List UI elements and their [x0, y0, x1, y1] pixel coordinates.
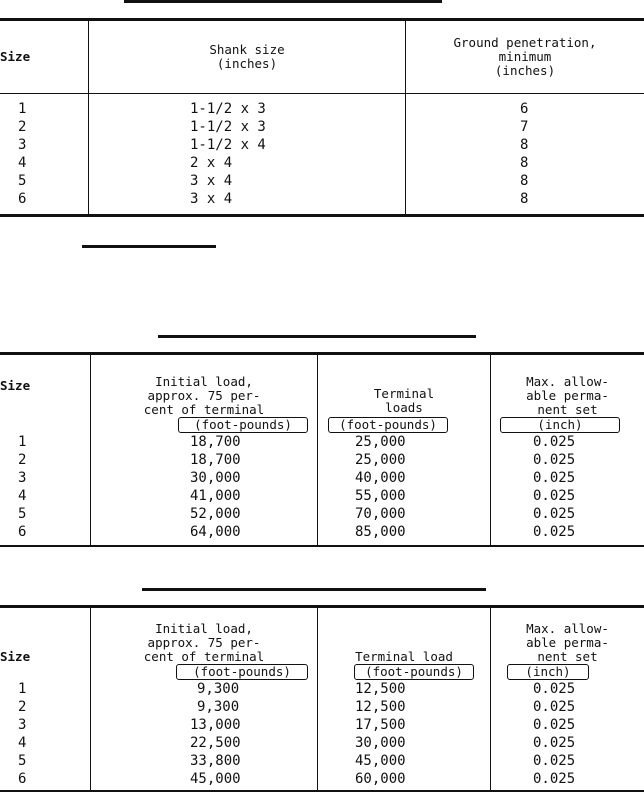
- table-row: [0, 489, 644, 507]
- redacted-caption-bar: [82, 245, 216, 248]
- units-initial: (foot-pounds): [178, 417, 308, 433]
- row-max: 0.025: [533, 771, 576, 787]
- table-row: [0, 471, 644, 489]
- row-terminal: 55,000: [355, 488, 406, 504]
- table-header: [0, 608, 644, 664]
- header-shank-line2: (inches): [216, 56, 278, 71]
- header-ground-line1: Ground penetration,: [453, 35, 597, 50]
- header-size: [0, 21, 88, 93]
- row-terminal: 45,000: [355, 753, 406, 769]
- header-terminal-line2: loads: [385, 400, 423, 415]
- row-size: 6: [18, 191, 27, 207]
- header-initial-line2: approx. 75 per-: [147, 388, 261, 403]
- header-initial-line2: approx. 75 per-: [147, 635, 261, 650]
- row-terminal: 40,000: [355, 470, 406, 486]
- row-size: 6: [18, 771, 27, 787]
- header-max-line2: able perma-: [526, 388, 609, 403]
- units-row: [0, 417, 644, 433]
- header-terminal-line1: Terminal: [373, 386, 435, 401]
- header-size-label: Size: [0, 649, 31, 664]
- row-initial: 64,000: [190, 524, 241, 540]
- row-terminal: 17,500: [355, 717, 406, 733]
- row-size: 1: [18, 681, 27, 697]
- row-size: 2: [18, 452, 27, 468]
- header-size: [0, 608, 90, 664]
- row-max: 0.025: [533, 488, 576, 504]
- header-size-label: Size: [0, 378, 31, 393]
- row-size: 2: [18, 119, 27, 135]
- row-size: 4: [18, 488, 27, 504]
- redacted-title-bar-1: [124, 0, 442, 3]
- row-max: 0.025: [533, 717, 576, 733]
- units-max: (inch): [500, 417, 620, 433]
- table-header: [0, 355, 644, 417]
- table-row: [0, 525, 644, 543]
- row-max: 0.025: [533, 681, 576, 697]
- row-ground: 8: [520, 137, 529, 153]
- row-terminal: 60,000: [355, 771, 406, 787]
- row-max: 0.025: [533, 524, 576, 540]
- table-row: [0, 435, 644, 453]
- table-row: [0, 754, 644, 772]
- header-terminal: [318, 355, 490, 417]
- row-terminal: 25,000: [355, 452, 406, 468]
- row-terminal: 12,500: [355, 699, 406, 715]
- header-terminal: [318, 608, 490, 664]
- table-row: [0, 507, 644, 525]
- header-max-set: [491, 608, 644, 664]
- load-table-terminal-loads: [0, 352, 644, 547]
- row-initial: 18,700: [190, 452, 241, 468]
- table-row: [0, 156, 644, 174]
- redacted-title-bar-2: [158, 335, 476, 338]
- row-initial: 41,000: [190, 488, 241, 504]
- row-size: 6: [18, 524, 27, 540]
- units-initial: (foot-pounds): [176, 664, 308, 680]
- load-table-terminal-load: [0, 605, 644, 792]
- table-header: [0, 21, 644, 94]
- header-max-line1: Max. allow-: [526, 621, 609, 636]
- header-size: [0, 355, 90, 417]
- redacted-title-bar-3: [142, 588, 486, 591]
- row-size: 3: [18, 137, 27, 153]
- table-row: [0, 102, 644, 120]
- header-max-line3: nent set: [537, 402, 598, 417]
- header-initial-line1: Initial load,: [155, 374, 253, 389]
- header-initial: [91, 355, 317, 417]
- table-row: [0, 700, 644, 718]
- row-max: 0.025: [533, 452, 576, 468]
- header-initial: [91, 608, 317, 664]
- row-size: 3: [18, 717, 27, 733]
- row-initial: 9,300: [197, 699, 240, 715]
- row-size: 1: [18, 101, 27, 117]
- row-terminal: 25,000: [355, 434, 406, 450]
- header-ground-line3: (inches): [494, 63, 556, 78]
- units-row: [0, 664, 644, 680]
- row-shank: 2 x 4: [190, 155, 233, 171]
- row-size: 4: [18, 155, 27, 171]
- row-max: 0.025: [533, 735, 576, 751]
- header-max-line3: nent set: [537, 649, 598, 664]
- header-ground: [406, 21, 644, 93]
- row-ground: 8: [520, 191, 529, 207]
- header-terminal-label: Terminal load: [355, 649, 453, 664]
- table-row: [0, 772, 644, 790]
- row-size: 5: [18, 753, 27, 769]
- header-shank-line1: Shank size: [209, 42, 285, 57]
- table-row: [0, 138, 644, 156]
- row-terminal: 70,000: [355, 506, 406, 522]
- header-size-label: Size: [0, 49, 31, 64]
- row-size: 5: [18, 506, 27, 522]
- header-initial-line3: cent of terminal: [143, 649, 265, 664]
- row-shank: 1-1/2 x 3: [190, 101, 266, 117]
- row-max: 0.025: [533, 434, 576, 450]
- units-terminal: (foot-pounds): [354, 664, 474, 680]
- row-terminal: 12,500: [355, 681, 406, 697]
- row-max: 0.025: [533, 699, 576, 715]
- table-row: [0, 718, 644, 736]
- row-size: 2: [18, 699, 27, 715]
- table-row: [0, 174, 644, 192]
- row-shank: 1-1/2 x 3: [190, 119, 266, 135]
- header-shank: [89, 21, 405, 93]
- row-size: 1: [18, 434, 27, 450]
- table-row: [0, 120, 644, 138]
- row-initial: 13,000: [190, 717, 241, 733]
- header-max-line2: able perma-: [526, 635, 609, 650]
- row-initial: 18,700: [190, 434, 241, 450]
- row-ground: 8: [520, 155, 529, 171]
- header-max-line1: Max. allow-: [526, 374, 609, 389]
- header-initial-line3: cent of terminal: [143, 402, 265, 417]
- row-size: 4: [18, 735, 27, 751]
- row-shank: 3 x 4: [190, 173, 233, 189]
- row-initial: 52,000: [190, 506, 241, 522]
- row-shank: 1-1/2 x 4: [190, 137, 266, 153]
- row-initial: 9,300: [197, 681, 240, 697]
- row-terminal: 85,000: [355, 524, 406, 540]
- row-max: 0.025: [533, 506, 576, 522]
- row-ground: 6: [520, 101, 529, 117]
- row-ground: 8: [520, 173, 529, 189]
- row-ground: 7: [520, 119, 529, 135]
- row-initial: 45,000: [190, 771, 241, 787]
- table-row: [0, 192, 644, 210]
- header-initial-line1: Initial load,: [155, 621, 253, 636]
- row-initial: 22,500: [190, 735, 241, 751]
- row-size: 5: [18, 173, 27, 189]
- units-terminal: (foot-pounds): [328, 417, 448, 433]
- row-initial: 33,800: [190, 753, 241, 769]
- row-size: 3: [18, 470, 27, 486]
- header-ground-line2: minimum: [498, 49, 552, 64]
- shank-size-table: [0, 18, 644, 217]
- row-max: 0.025: [533, 753, 576, 769]
- row-initial: 30,000: [190, 470, 241, 486]
- table-row: [0, 736, 644, 754]
- table-row: [0, 682, 644, 700]
- header-max-set: [491, 355, 644, 417]
- row-terminal: 30,000: [355, 735, 406, 751]
- row-shank: 3 x 4: [190, 191, 233, 207]
- table-row: [0, 453, 644, 471]
- units-max: (inch): [507, 664, 589, 680]
- row-max: 0.025: [533, 470, 576, 486]
